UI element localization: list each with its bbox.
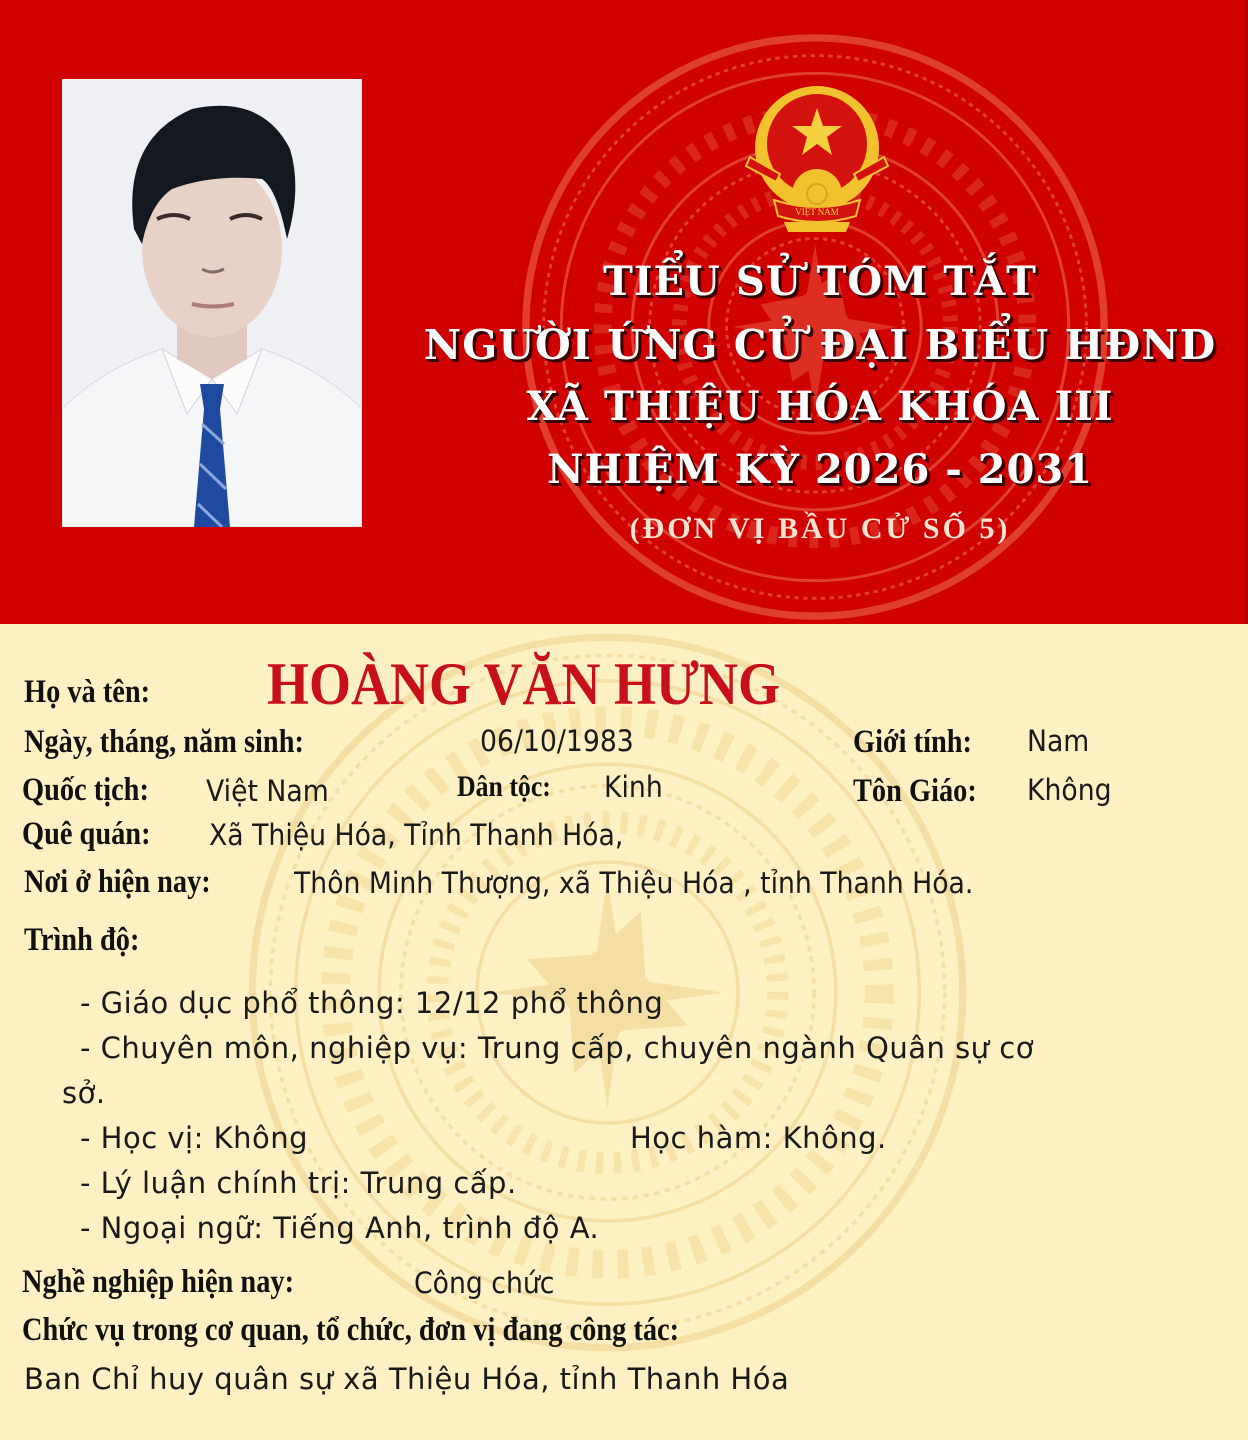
education-label: Trình độ: [24,922,140,958]
nationality-label: Quốc tịch: [22,772,149,808]
position-value: Ban Chỉ huy quân sự xã Thiệu Hóa, tỉnh Thanh Hóa [24,1362,790,1396]
dob-label: Ngày, tháng, năm sinh: [24,724,304,760]
occupation-value: Công chức [414,1266,555,1300]
hometown-label: Quê quán: [22,816,151,852]
hometown-value: Xã Thiệu Hóa, Tỉnh Thanh Hóa, [209,818,624,852]
position-label: Chức vụ trong cơ quan, tổ chức, đơn vị đang công tác: [22,1312,680,1348]
header-banner [0,0,1248,624]
svg-text:VIỆT NAM: VIỆT NAM [795,207,839,217]
residence-value: Thôn Minh Thượng, xã Thiệu Hóa , tỉnh Thanh Hóa. [294,866,974,900]
full-name-label: Họ và tên: [24,674,151,710]
education-foreign-language: - Ngoại ngữ: Tiếng Anh, trình độ A. [80,1211,600,1245]
ethnicity-value: Kinh [604,770,663,804]
candidate-photo [62,79,362,527]
education-degree: - Học vị: Không [80,1121,309,1155]
title-line-2: NGƯỜI ỨNG CỬ ĐẠI BIỂU HĐND [423,321,1217,369]
occupation-label: Nghề nghiệp hiện nay: [22,1264,295,1300]
gender-value: Nam [1027,724,1090,758]
residence-label: Nơi ở hiện nay: [24,864,211,900]
education-academic-title: Học hàm: Không. [630,1121,887,1155]
religion-label: Tôn Giáo: [853,773,977,809]
nationality-value: Việt Nam [206,774,329,808]
education-professional-cont: sở. [62,1076,106,1110]
title-line-3: XÃ THIỆU HÓA KHÓA III [526,383,1114,430]
education-political-theory: - Lý luận chính trị: Trung cấp. [80,1166,517,1200]
title-line-1: TIỂU SỬ TÓM TẮT [603,258,1037,305]
education-professional: - Chuyên môn, nghiệp vụ: Trung cấp, chuyên ngành Quân sự cơ [80,1031,1034,1065]
religion-value: Không [1027,773,1112,807]
education-general: - Giáo dục phổ thông: 12/12 phổ thông [80,986,664,1020]
gender-label: Giới tính: [853,724,973,760]
candidate-name: HOÀNG VĂN HƯNG [267,651,780,717]
ethnicity-label: Dân tộc: [457,770,551,803]
dob-value: 06/10/1983 [480,724,634,758]
portrait-image [62,79,362,527]
biography-body [0,624,1248,1440]
national-emblem-icon [740,82,894,236]
title-line-4: NHIỆM KỲ 2026 - 2031 [546,446,1094,493]
electoral-unit-subtitle: (ĐƠN VỊ BẦU CỬ SỐ 5) [629,512,1011,545]
